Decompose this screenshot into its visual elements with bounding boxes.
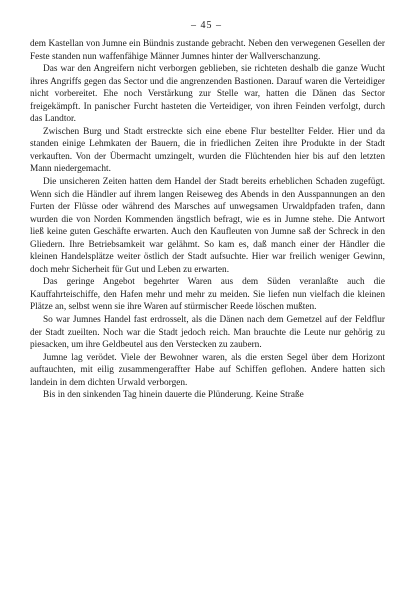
paragraph: Die unsicheren Zeiten hatten dem Handel der Stadt bereits erheblichen Schaden zugefügt. Wenn sich die Händler auf ihrem langen Reiseweg des Abends in den Ausspannungen an den Furten der Flüsse oder während des Marsches auf unwegsamen Urwaldpfaden trafen, dann wurden die von Norden Kommenden ängstlich befragt, wie es in Jumne stehe. Die Antwort ließ keine guten Geschäfte erwarten. Auch den Kaufleuten von Jumne saß der Schreck in den Gliedern. Ihre Betriebsamkeit war gelähmt. So kam es, daß manch einer der Händler die kleinen Handelsplätze weiter östlich der Stadt aufsuchte. Hier war freilich weniger Gewinn, doch mehr Sicherheit für Gut und Leben zu erwarten. (30, 177, 385, 275)
paragraph: So war Jumnes Handel fast erdrosselt, als die Dänen nach dem Gemetzel auf der Feldflur der Stadt zueilten. Noch war die Stadt jedoch reich. Man brauchte die Leute nur gehörig zu piesacken, um ihre Geldbeutel aus den Verstecken zu zaubern. (30, 315, 385, 351)
paragraph: Das war den Angreifern nicht verborgen geblieben, sie richteten deshalb die ganze Wucht ihres Angriffs gegen das Sector und die angrenzenden Bastionen. Darauf waren die Verteidiger nicht vorbereitet. Ehe noch Verstärkung zur Stelle war, hatten die Dänen das Sector freigekämpft. In panischer Furcht hasteten die Verteidiger, von ihren Feinden verfolgt, durch das Landtor. (30, 64, 385, 125)
paragraph: Bis in den sinkenden Tag hinein dauerte die Plünderung. Keine Straße (43, 390, 304, 401)
paragraph: Zwischen Burg und Stadt erstreckte sich eine ebene Flur bestellter Felder. Hier und da standen einige Lehmkaten der Bauern, die in friedlichen Zeiten ihre Produkte in der Stadt verkauften. Von der Übermacht umzingelt, wurden die Flüchtenden hier bis auf den letzten Mann niedergemacht. (30, 126, 385, 175)
paragraph: dem Kastellan von Jumne ein Bündnis zustande gebracht. Neben den verwegenen Gesellen der Feste standen nun waffenfähige Männer Jumnes hinter der Wallverschanzung. (30, 39, 385, 62)
text-body (30, 38, 385, 402)
paragraph: Das geringe Angebot begehrter Waren aus dem Süden veranlaßte auch die Kauffahrteischiffe, den Hafen mehr und mehr zu meiden. Sie liefen nun vielfach die kleinen Plätze an, selbst wenn sie ihre Waren auf stürmischer Reede löschen mußten. (30, 277, 385, 313)
page-number: – 45 – (191, 20, 222, 31)
paragraph: Jumne lag verödet. Viele der Bewohner waren, als die ersten Segel über dem Horizont auftauchten, mit eilig zusammengeraffter Habe auf Schiffen geflohen. Andere hatten sich landein in dem dichten Urwald verborgen. (30, 352, 385, 388)
